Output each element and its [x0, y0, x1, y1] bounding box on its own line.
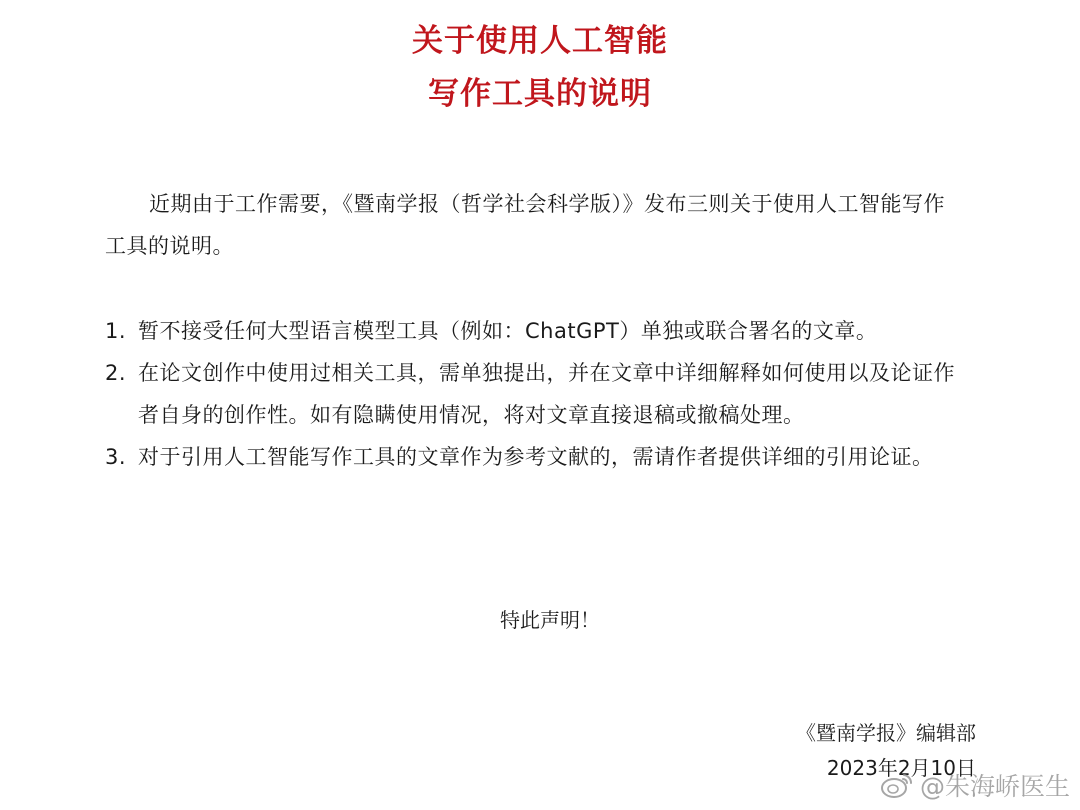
declaration: 特此声明！ [500, 608, 600, 632]
list-item-text: 在论文创作中使用过相关工具，需单独提出，并在文章中详细解释如何使用以及论证作者自身的创作性。如有隐瞒使用情况，将对文章直接退稿或撤稿处理。 [138, 361, 955, 427]
notice-title-line-2: 写作工具的说明 [428, 76, 652, 112]
list-item-text: 对于引用人工智能写作工具的文章作为参考文献的，需请作者提供详细的引用论证。 [138, 445, 934, 469]
list-item [105, 310, 975, 352]
signature-date: 2023年2月10日 [826, 756, 976, 780]
watermark [880, 765, 1070, 805]
signature-department: 《暨南学报》编辑部 [796, 721, 976, 745]
weibo-icon [880, 771, 914, 799]
list-item [105, 436, 975, 478]
watermark-text: @朱海峤医生 [919, 772, 1070, 801]
notice-title-line-1: 关于使用人工智能 [412, 23, 668, 59]
list-item-number: 2. [105, 361, 127, 385]
list-item-number: 3. [105, 445, 127, 469]
rules-list [105, 310, 975, 478]
list-item [105, 352, 975, 436]
list-item-number: 1. [105, 319, 127, 343]
intro-paragraph: 近期由于工作需要，《暨南学报（哲学社会科学版）》发布三则关于使用人工智能写作工具的说明。 [105, 192, 945, 258]
list-item-text: 暂不接受任何大型语言模型工具（例如：ChatGPT）单独或联合署名的文章。 [138, 319, 878, 343]
